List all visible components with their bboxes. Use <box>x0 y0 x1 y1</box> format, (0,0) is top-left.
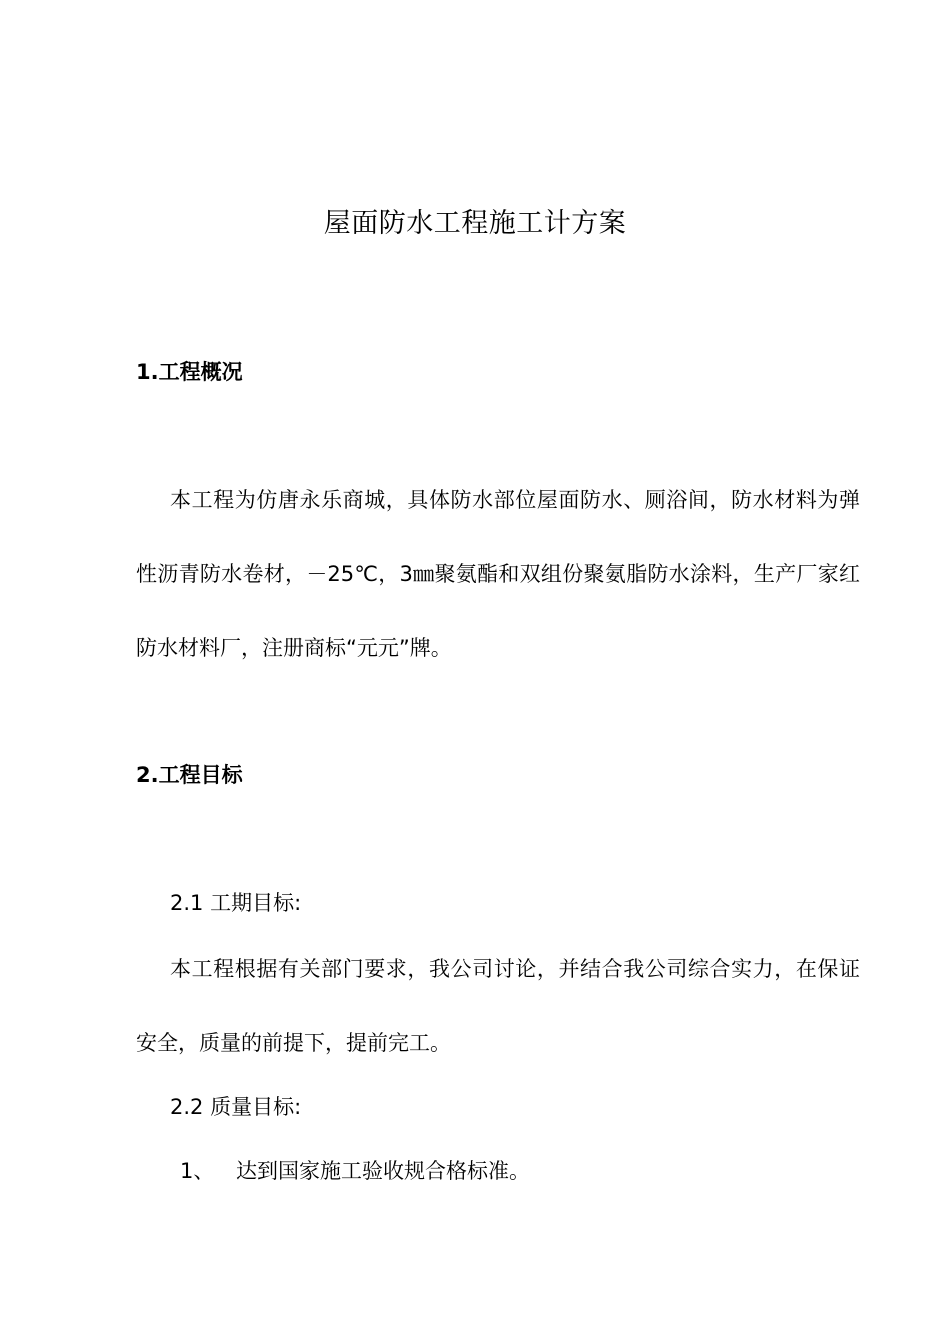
list-item-number: 1、 <box>180 1159 215 1183</box>
section-1-heading: 1.工程概况 <box>136 360 243 384</box>
list-item-text: 达到国家施工验收规合格标准。 <box>236 1159 530 1183</box>
section-2-heading: 2.工程目标 <box>136 763 243 787</box>
subsection-2-1-label: 2.1 工期目标: <box>170 891 302 915</box>
section-1-paragraph: 本工程为仿唐永乐商城，具体防水部位屋面防水、厕浴间，防水材料为弹性沥青防水卷材，－25℃，3㎜聚氨酯和双组份聚氨脂防水涂料，生产厂家红防水材料厂，注册商标“元元”牌。 <box>136 488 860 660</box>
list-item <box>180 1156 530 1186</box>
subsection-2-2-label: 2.2 质量目标: <box>170 1095 302 1119</box>
document-title: 屋面防水工程施工计方案 <box>323 208 627 239</box>
subsection-2-1-paragraph: 本工程根据有关部门要求，我公司讨论，并结合我公司综合实力，在保证安全，质量的前提下，提前完工。 <box>136 957 860 1055</box>
